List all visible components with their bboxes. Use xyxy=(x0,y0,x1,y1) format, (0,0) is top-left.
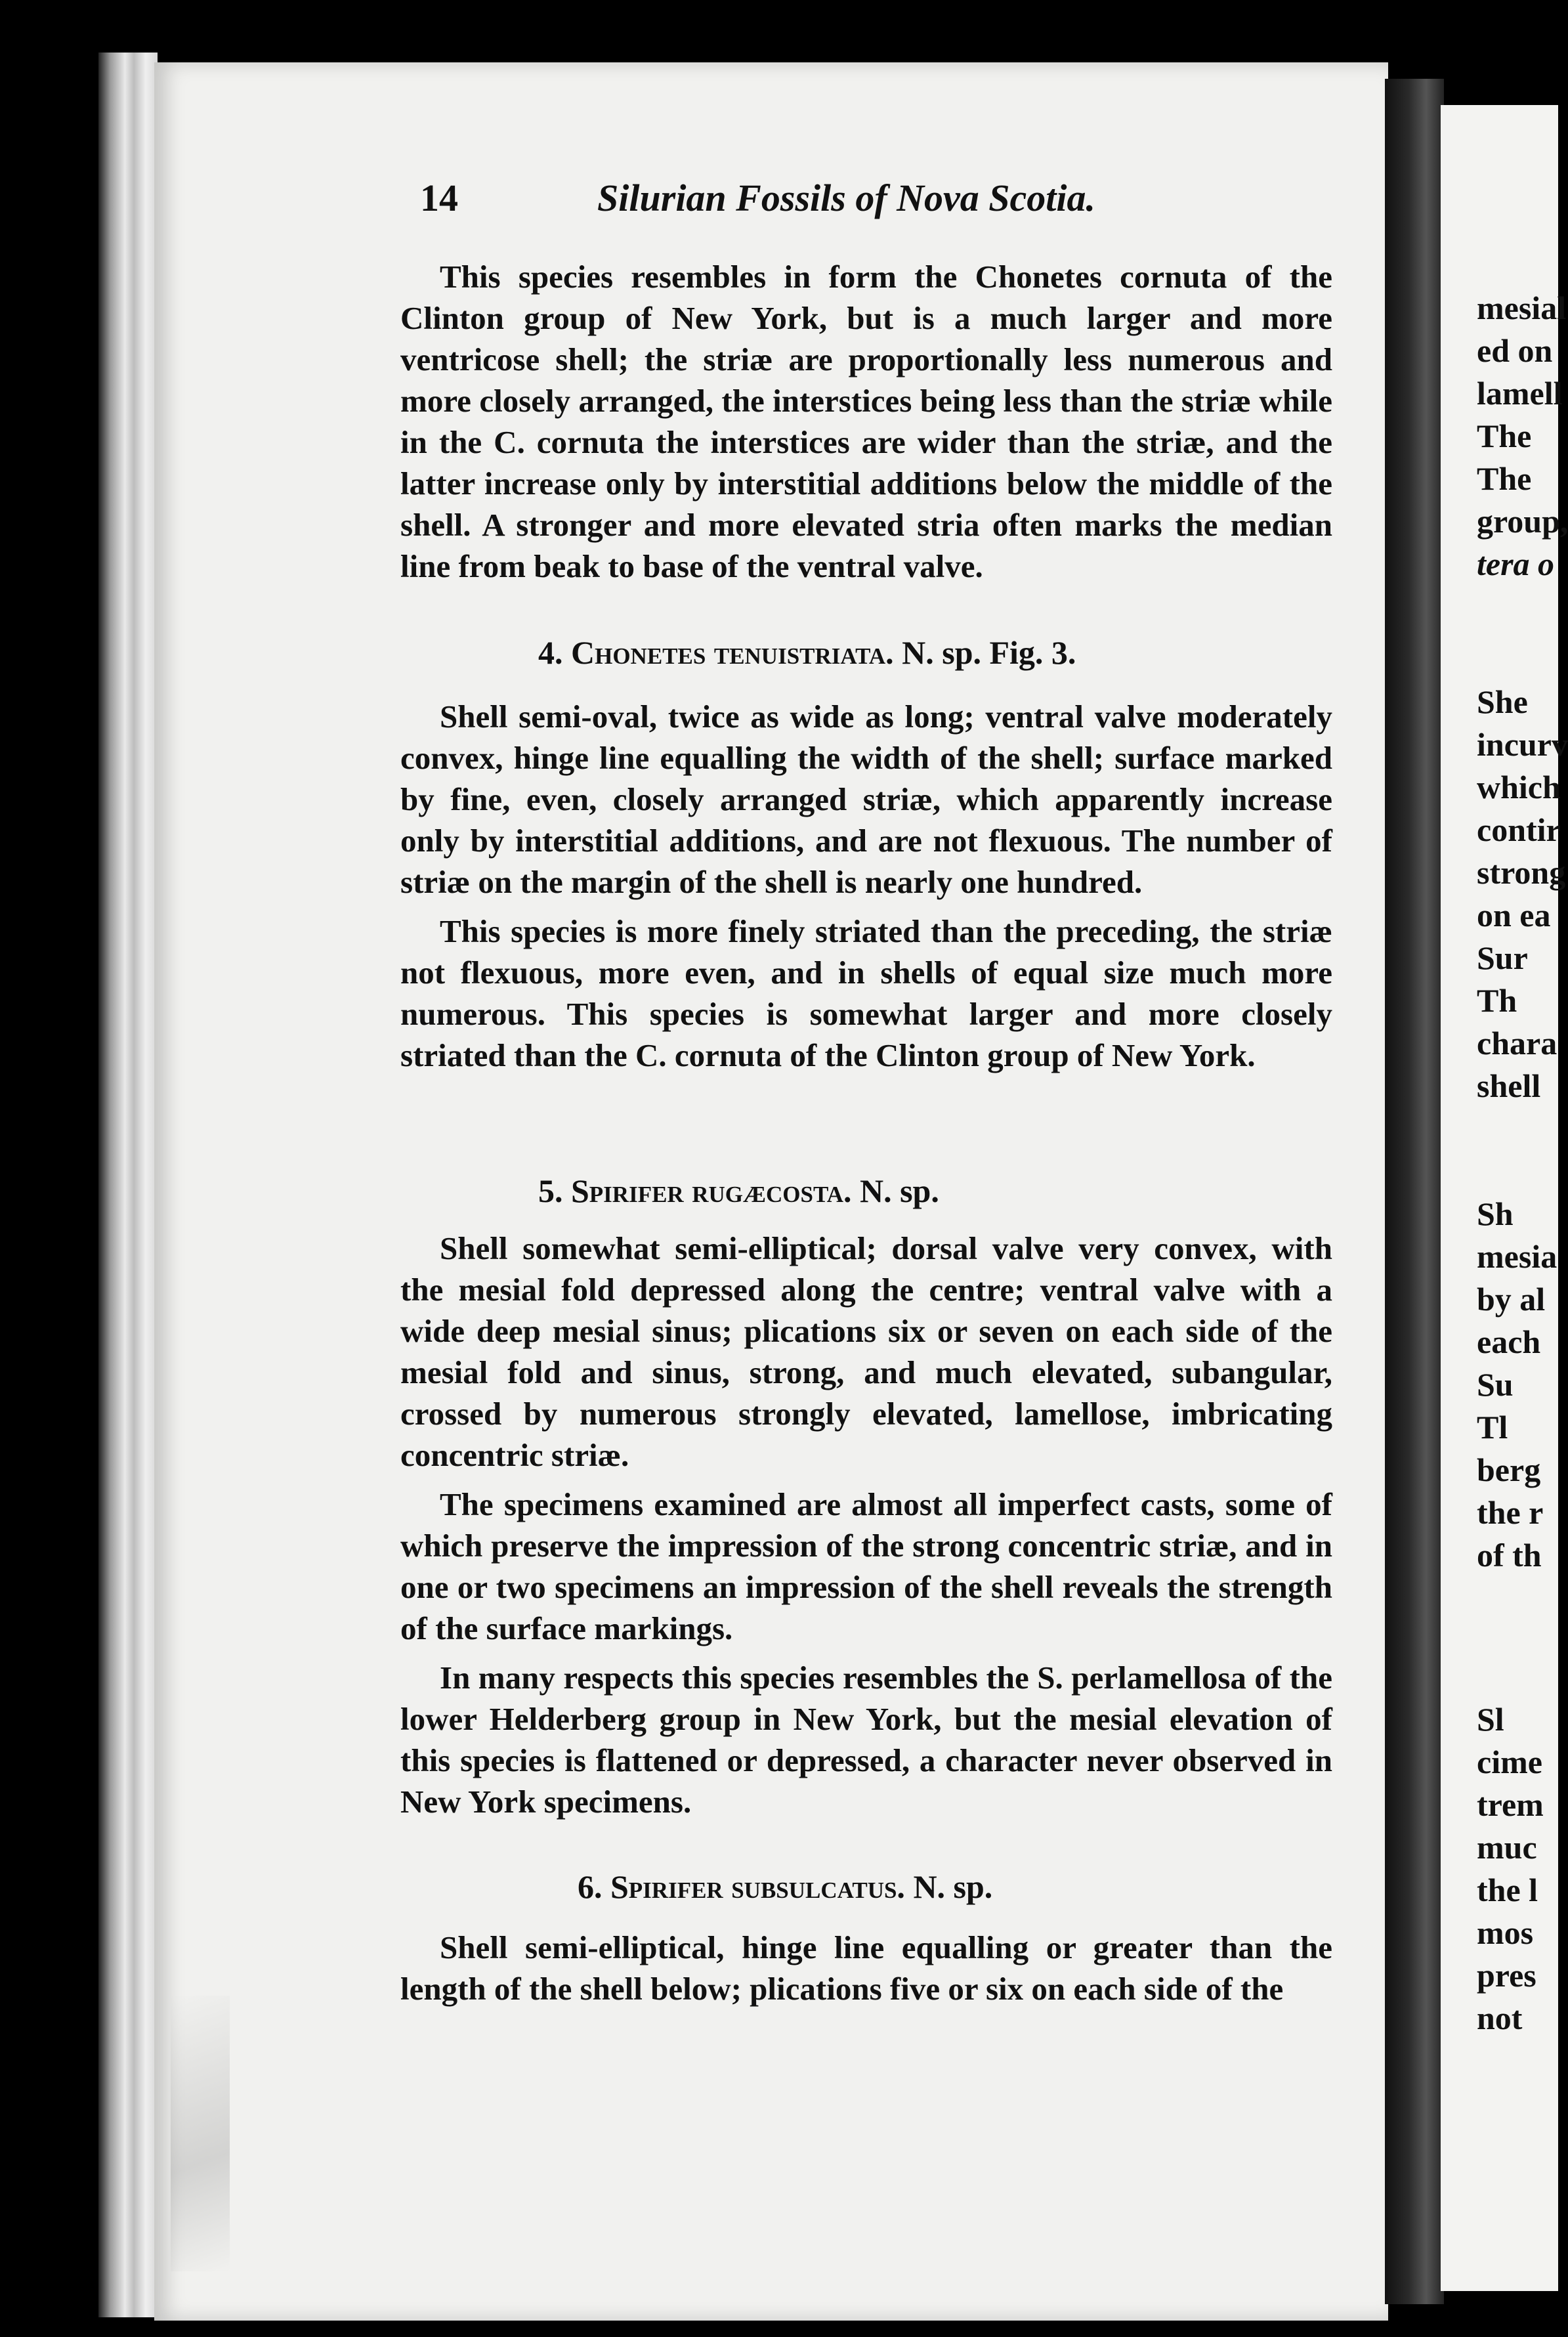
facing-page-line: Th xyxy=(1477,982,1517,1019)
facing-page-line: not xyxy=(1477,2000,1523,2036)
facing-page-line: Sh xyxy=(1477,1195,1514,1232)
facing-page-line: the l xyxy=(1477,1872,1538,1908)
facing-page-fragment xyxy=(1441,105,1568,2291)
paragraph-block-3 xyxy=(400,1228,1332,1822)
facing-page-line: She xyxy=(1477,683,1528,720)
paragraph-chonetes-notes: This species is more finely striated than the preceding, the striæ not flexuous, more even, and in shells of equal size much more numerous. This species is somewhat larger and more closely striated than the C. cornuta of the Clinton group of New York. xyxy=(400,913,1332,1073)
facing-page-line: tera o xyxy=(1477,546,1555,582)
facing-page-line: of th xyxy=(1477,1537,1542,1574)
species-heading-6 xyxy=(578,1868,992,1906)
facing-page-line: Su xyxy=(1477,1366,1514,1403)
paragraph-subsulcatus-description: Shell semi-elliptical, hinge line equalling or greater than the length of the shell below; plications five or six on each side of the xyxy=(400,1929,1332,2007)
facing-page-line: trem xyxy=(1477,1786,1544,1823)
paragraph-block-4 xyxy=(400,1927,1332,2009)
page-smudge xyxy=(171,1996,230,2271)
facing-page-line: berg xyxy=(1477,1451,1541,1488)
paragraph-spirifer-comparison: In many respects this species resembles the S. perlamellosa of the lower Helderberg group in New York, but the mesial elevation of this species is flattened or depressed, a character never observed in New York specimens. xyxy=(400,1660,1332,1820)
heading-note: N. sp. xyxy=(859,1172,939,1209)
heading-species: subsulcatus. xyxy=(731,1868,905,1905)
facing-page-line: muc xyxy=(1477,1829,1537,1866)
facing-page-line: ed on xyxy=(1477,332,1553,369)
facing-page-line: by al xyxy=(1477,1281,1546,1318)
facing-page-line: shell xyxy=(1477,1067,1541,1104)
facing-page-line: Sl xyxy=(1477,1701,1504,1738)
facing-page-line: each xyxy=(1477,1323,1541,1360)
paragraph-spirifer-description: Shell somewhat semi-elliptical; dorsal valve very convex, with the mesial fold depressed along the centre; ventral valve with a wide deep mesial sinus; plications six or seven on each side of the mesial fold and sinus, strong, and much elevated, subangular, crossed by numerous strongly elevated, lamellose, imbricating concentric striæ. xyxy=(400,1230,1332,1473)
facing-page-line: mesia xyxy=(1477,1238,1557,1275)
facing-page-line: group, xyxy=(1477,503,1568,540)
page-header xyxy=(420,176,1431,228)
species-heading-4 xyxy=(538,633,1076,672)
heading-number: 6. xyxy=(578,1868,603,1905)
heading-genus: Spirifer xyxy=(610,1868,723,1905)
facing-page-line: The xyxy=(1477,460,1532,497)
facing-page-line: Tl xyxy=(1477,1409,1508,1446)
gutter-shadow xyxy=(1385,79,1444,2304)
heading-genus: Spirifer xyxy=(571,1172,684,1209)
facing-page-line: lamell xyxy=(1477,375,1563,412)
facing-page-line: which xyxy=(1477,769,1561,805)
paragraph-chonetes-description: Shell semi-oval, twice as wide as long; ventral valve moderately convex, hinge line equalling the width of the shell; surface marked by fine, even, closely arranged striæ, which apparently increase only by interstitial additions, and are not flexuous. The number of striæ on the margin of the shell is nearly one hundred. xyxy=(400,698,1332,900)
heading-number: 4. xyxy=(538,634,563,671)
species-heading-5 xyxy=(538,1172,939,1210)
heading-number: 5. xyxy=(538,1172,563,1209)
heading-species: rugæcosta. xyxy=(692,1172,852,1209)
facing-page-line: pres xyxy=(1477,1957,1536,1994)
page-number: 14 xyxy=(420,177,458,219)
facing-page-line: incurv xyxy=(1477,726,1568,763)
paragraph-block-2 xyxy=(400,696,1332,1076)
book-spine-edge xyxy=(98,53,158,2317)
facing-page-line: mos xyxy=(1477,1914,1534,1951)
paragraph-block-1 xyxy=(400,256,1332,587)
facing-page-line: strong xyxy=(1477,854,1566,891)
facing-page-line: contir xyxy=(1477,811,1561,848)
paragraph-spirifer-specimens: The specimens examined are almost all imperfect casts, some of which preserve the impression of the strong concentric striæ, and in one or two specimens an impression of the shell reveals the strength of the surface markings. xyxy=(400,1486,1332,1646)
facing-page-line: on ea xyxy=(1477,897,1551,933)
facing-page-line: the r xyxy=(1477,1494,1544,1531)
facing-page-line: mesial xyxy=(1477,289,1567,326)
facing-page-line: chara xyxy=(1477,1025,1557,1061)
heading-note: N. sp. xyxy=(913,1868,993,1905)
heading-genus: Chonetes xyxy=(571,634,706,671)
paragraph-chonetes-comparison: This species resembles in form the Chonetes cornuta of the Clinton group of New York, but is a much larger and more ventricose shell; the striæ are proportionally less numerous and more closely arranged, the interstices being less than the striæ while in the C. cornuta the interstices are wider than the striæ, and the latter increase only by interstitial additions below the middle of the shell. A stronger and more elevated stria often marks the median line from beak to base of the ventral valve. xyxy=(400,259,1332,584)
heading-species: tenuistriata. xyxy=(713,634,894,671)
facing-page-line: The xyxy=(1477,418,1532,454)
running-head: Silurian Fossils of Nova Scotia. xyxy=(597,177,1095,219)
facing-page-line: Sur xyxy=(1477,939,1528,976)
facing-page-line: cime xyxy=(1477,1744,1542,1780)
heading-note: N. sp. Fig. 3. xyxy=(902,634,1076,671)
